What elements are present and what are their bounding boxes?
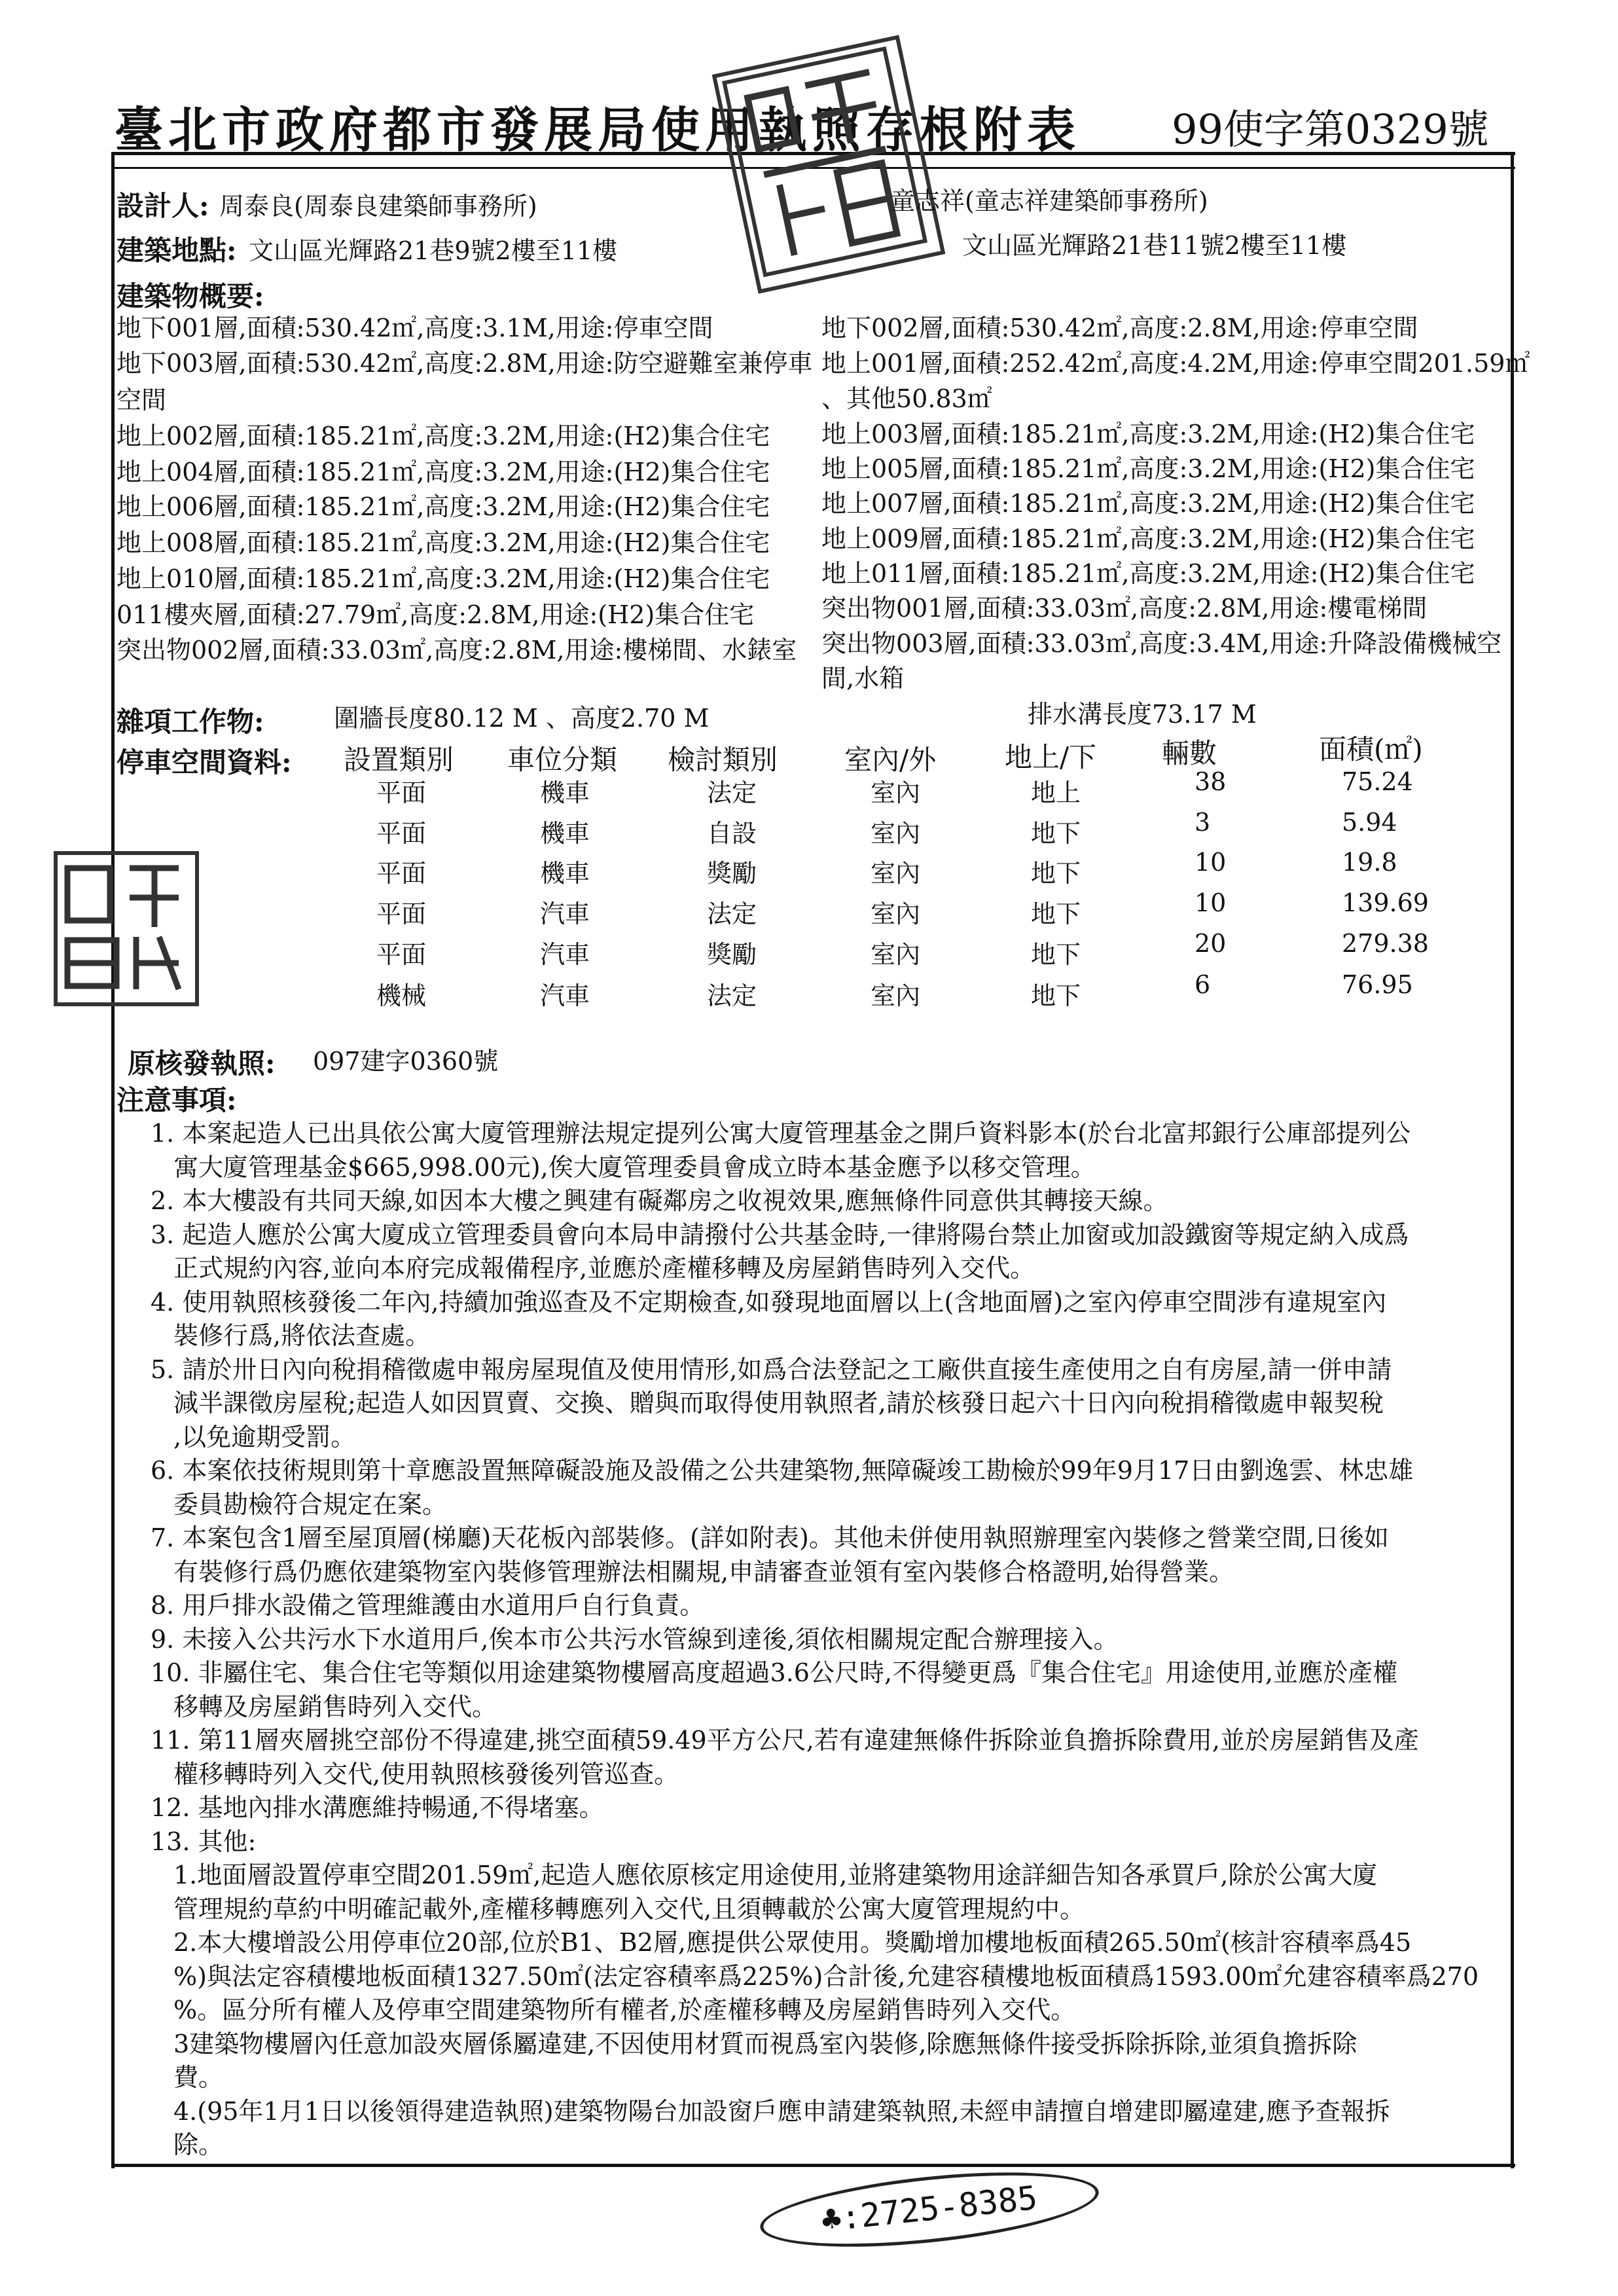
- parking-cell: 139.69: [1342, 888, 1429, 917]
- note-line: 8. 用戶排水設備之管理維護由水道用戶自行負責。: [151, 1591, 705, 1620]
- parking-cell: 3: [1195, 808, 1211, 837]
- misc-left: 圍牆長度80.12 M 、高度2.70 M: [334, 704, 710, 733]
- site-right: 文山區光輝路21巷11號2樓至11樓: [962, 231, 1347, 260]
- frame-right-rule: [1511, 152, 1514, 2168]
- note-line: 移轉及房屋銷售時列入交代。: [173, 1692, 497, 1721]
- overview-label: 建築物概要:: [117, 280, 264, 312]
- parking-cell: 75.24: [1342, 767, 1413, 796]
- parking-cell: 10: [1195, 888, 1227, 917]
- parking-cell: 室內: [871, 900, 921, 928]
- overview-left-line: 突出物002層,面積:33.03㎡,高度:2.8M,用途:樓梯間、水錶室: [117, 636, 797, 665]
- designer-left: 周泰良(周泰良建築師事務所): [219, 192, 537, 221]
- parking-cell: 10: [1195, 848, 1227, 877]
- note-line: 6. 本案依技術規則第十章應設置無障礙設施及設備之公共建築物,無障礙竣工勘檢於99年9月17日由劉逸雲、林忠雄: [151, 1456, 1414, 1485]
- designer-right: 童志祥(童志祥建築師事務所): [890, 187, 1208, 215]
- parking-cell: 地下: [1031, 981, 1081, 1010]
- note-line: 減半課徵房屋稅;起造人如因買賣、交換、贈與而取得使用執照者,請於核發日起六十日內向稅捐稽徵處申報契稅: [173, 1389, 1384, 1417]
- overview-right-line: 地上007層,面積:185.21㎡,高度:3.2M,用途:(H2)集合住宅: [821, 489, 1475, 518]
- site-label: 建築地點:: [117, 234, 237, 266]
- note-line: 1. 本案起造人已出具依公寓大廈管理辦法規定提列公寓大廈管理基金之開戶資料影本(於台北富邦銀行公庫部提列公: [151, 1119, 1411, 1148]
- overview-right-line: 地上009層,面積:185.21㎡,高度:3.2M,用途:(H2)集合住宅: [821, 524, 1475, 553]
- note-line: 權移轉時列入交代,使用執照核發後列管巡查。: [173, 1759, 679, 1789]
- note-line: 4.(95年1月1日以後領得建造執照)建築物陽台加設窗戶應申請建築執照,未經申請擅自增建即屬違建,應予查報拆: [173, 2096, 1390, 2126]
- frame-bottom-rule: [111, 2164, 1515, 2167]
- note-line: 寓大廈管理基金$665,998.00元),俟大廈管理委員會成立時本基金應予以移交管理。: [173, 1152, 1096, 1182]
- parking-cell: 地上: [1031, 778, 1081, 807]
- parking-cell: 地下: [1031, 819, 1081, 848]
- parking-cell: 機車: [540, 778, 590, 807]
- parking-cell: 地下: [1031, 859, 1081, 888]
- note-line: 除。: [173, 2130, 224, 2159]
- note-line: 2. 本大樓設有共同天線,如因本大樓之興建有礙鄰房之收視效果,應無條件同意供其轉接天線。: [151, 1186, 1168, 1215]
- parking-cell: 6: [1195, 970, 1211, 999]
- overview-right-line: 地下002層,面積:530.42㎡,高度:2.8M,用途:停車空間: [821, 314, 1418, 342]
- parking-cell: 法定: [707, 900, 757, 928]
- page-title: 臺北市政府都市發展局使用執照存根附表: [115, 102, 1081, 158]
- overview-left-line: 空間: [117, 386, 167, 414]
- parking-cell: 室內: [871, 778, 921, 807]
- note-line: 2.本大樓增設公用停車位20部,位於B1、B2層,應提供公眾使用。獎勵增加樓地板面積265.50㎡(核計容積率爲45: [173, 1928, 1412, 1957]
- overview-right-line: 地上003層,面積:185.21㎡,高度:3.2M,用途:(H2)集合住宅: [821, 420, 1475, 448]
- note-line: 11. 第11層夾層挑空部份不得違建,挑空面積59.49平方公尺,若有違建無條件拆除並負擔拆除費用,並於房屋銷售及產: [151, 1726, 1419, 1755]
- parking-header-cell: 室內/外: [844, 744, 937, 776]
- parking-cell: 機車: [540, 859, 590, 888]
- parking-cell: 室內: [871, 981, 921, 1010]
- parking-label: 停車空間資料:: [117, 746, 292, 778]
- side-seal-stamp: [54, 851, 199, 1006]
- parking-cell: 平面: [376, 819, 427, 848]
- note-line: 1.地面層設置停車空間201.59㎡,起造人應依原核定用途使用,並將建築物用途詳細告知各承買戶,除於公寓大廈: [173, 1861, 1378, 1889]
- overview-left-line: 地上006層,面積:185.21㎡,高度:3.2M,用途:(H2)集合住宅: [117, 492, 770, 521]
- note-line: 4. 使用執照核發後二年內,持續加強巡查及不定期檢查,如發現地面層以上(含地面層)之室內停車空間涉有違規室內: [151, 1287, 1387, 1317]
- note-line: 9. 未接入公共污水下水道用戶,俟本市公共污水管線到達後,須依相關規定配合辦理接入。: [151, 1624, 1119, 1654]
- parking-header-cell: 地上/下: [1005, 741, 1097, 773]
- note-line: 委員勘檢符合規定在案。: [173, 1489, 448, 1519]
- note-line: %)與法定容積樓地板面積1327.50㎡(法定容積率爲225%)合計後,允建容積樓地板面積爲1593.00㎡允建容積率爲270: [173, 1961, 1479, 1991]
- overview-left-line: 地上010層,面積:185.21㎡,高度:3.2M,用途:(H2)集合住宅: [117, 564, 770, 593]
- note-line: 管理規約草約中明確記載外,產權移轉應列入交代,且須轉載於公寓大廈管理規約中。: [173, 1894, 1085, 1923]
- parking-cell: 法定: [707, 778, 757, 807]
- note-line: 有裝修行爲仍應依建築物室內裝修管理辦法相關規,申請審查並領有室內裝修合格證明,始得營業。: [173, 1557, 1234, 1586]
- parking-cell: 室內: [871, 940, 921, 969]
- overview-right-line: 突出物003層,面積:33.03㎡,高度:3.4M,用途:升降設備機械空: [821, 629, 1502, 658]
- parking-cell: 汽車: [540, 900, 590, 928]
- parking-cell: 室內: [871, 819, 921, 848]
- note-line: 費。: [173, 2063, 224, 2092]
- parking-cell: 19.8: [1342, 848, 1397, 877]
- parking-cell: 平面: [376, 940, 427, 969]
- notes-label: 注意事項:: [117, 1084, 237, 1116]
- parking-cell: 機車: [540, 819, 590, 848]
- note-line: 3. 起造人應於公寓大廈成立管理委員會向本局申請撥付公共基金時,一律將陽台禁止加窗或加設鐵窗等規定納入成爲: [151, 1220, 1409, 1249]
- overview-right-line: 突出物001層,面積:33.03㎡,高度:2.8M,用途:樓電梯間: [821, 594, 1428, 623]
- overview-left-line: 地下001層,面積:530.42㎡,高度:3.1M,用途:停車空間: [117, 314, 713, 342]
- parking-cell: 汽車: [540, 981, 590, 1010]
- parking-cell: 獎勵: [707, 859, 757, 888]
- note-line: 10. 非屬住宅、集合住宅等類似用途建築物樓層高度超過3.6公尺時,不得變更爲『集合住宅』用途使用,並應於產權: [151, 1658, 1398, 1687]
- frame-left-rule: [111, 152, 115, 2168]
- note-line: %。區分所有權人及停車空間建築物所有權者,於產權移轉及房屋銷售時列入交代。: [173, 1995, 1076, 2024]
- overview-left-line: 地上008層,面積:185.21㎡,高度:3.2M,用途:(H2)集合住宅: [117, 528, 770, 557]
- overview-right-line: 地上005層,面積:185.21㎡,高度:3.2M,用途:(H2)集合住宅: [821, 454, 1475, 483]
- note-line: 13. 其他:: [151, 1827, 257, 1856]
- overview-left-line: 011樓夾層,面積:27.79㎡,高度:2.8M,用途:(H2)集合住宅: [117, 600, 755, 629]
- parking-cell: 平面: [376, 859, 427, 888]
- note-line: 7. 本案包含1層至屋頂層(梯廳)天花板內部裝修。(詳如附表)。其他未併使用執照辦理室內裝修之營業空間,日後如: [151, 1523, 1389, 1552]
- note-line: 3建築物樓層內任意加設夾層係屬違建,不因使用材質而視爲室內裝修,除應無條件接受拆除拆除,並須負擔拆除: [173, 2029, 1357, 2058]
- parking-header-cell: 檢討類別: [668, 744, 778, 776]
- note-line: 裝修行爲,將依法查處。: [173, 1321, 431, 1350]
- overview-right-line: 地上011層,面積:185.21㎡,高度:3.2M,用途:(H2)集合住宅: [821, 559, 1475, 588]
- misc-right: 排水溝長度73.17 M: [1028, 700, 1257, 729]
- parking-header-cell: 設置類別: [344, 744, 454, 776]
- parking-cell: 汽車: [540, 940, 590, 969]
- top-seal-stamp: [712, 35, 946, 293]
- note-line: 正式規約內容,並向本府完成報備程序,並應於產權移轉及房屋銷售時列入交代。: [173, 1254, 1035, 1283]
- overview-right-line: 、其他50.83㎡: [821, 384, 992, 413]
- parking-header-cell: 面積(㎡): [1319, 733, 1423, 765]
- misc-label: 雜項工作物:: [117, 706, 264, 738]
- phone-stamp-text: ♣:2725-8385: [819, 2178, 1039, 2240]
- phone-stamp: [757, 2159, 1102, 2260]
- parking-cell: 地下: [1031, 900, 1081, 928]
- parking-header-cell: 輛數: [1162, 737, 1217, 769]
- parking-cell: 平面: [376, 900, 427, 928]
- note-line: ,以免逾期受罰。: [173, 1422, 356, 1451]
- site-left: 文山區光輝路21巷9號2樓至11樓: [249, 236, 618, 265]
- designer-label: 設計人:: [117, 190, 209, 222]
- parking-cell: 平面: [376, 778, 427, 807]
- original-permit-value: 097建字0360號: [313, 1047, 499, 1076]
- overview-left-line: 地下003層,面積:530.42㎡,高度:2.8M,用途:防空避難室兼停車: [117, 349, 813, 378]
- parking-cell: 38: [1195, 767, 1227, 796]
- parking-cell: 自設: [707, 819, 757, 848]
- overview-left-line: 地上004層,面積:185.21㎡,高度:3.2M,用途:(H2)集合住宅: [117, 458, 770, 486]
- parking-header-cell: 車位分類: [507, 744, 618, 776]
- original-permit-label: 原核發執照:: [128, 1048, 276, 1080]
- note-line: 12. 基地內排水溝應維持暢通,不得堵塞。: [151, 1793, 604, 1822]
- parking-cell: 20: [1195, 929, 1227, 958]
- overview-right-line: 間,水箱: [821, 664, 905, 693]
- parking-cell: 5.94: [1342, 808, 1397, 837]
- parking-cell: 279.38: [1342, 929, 1429, 958]
- parking-cell: 地下: [1031, 940, 1081, 969]
- parking-cell: 法定: [707, 981, 757, 1010]
- parking-cell: 機械: [376, 981, 427, 1010]
- overview-right-line: 地上001層,面積:252.42㎡,高度:4.2M,用途:停車空間201.59㎡: [821, 349, 1530, 378]
- note-line: 5. 請於卅日內向稅捐稽徵處申報房屋現值及使用情形,如爲合法登記之工廠供直接生產使用之自有房屋,請一併申請: [151, 1355, 1392, 1384]
- parking-cell: 獎勵: [707, 940, 757, 969]
- parking-cell: 室內: [871, 859, 921, 888]
- overview-left-line: 地上002層,面積:185.21㎡,高度:3.2M,用途:(H2)集合住宅: [117, 422, 770, 450]
- parking-cell: 76.95: [1342, 970, 1413, 999]
- document-number: 99使字第0329號: [1172, 105, 1489, 153]
